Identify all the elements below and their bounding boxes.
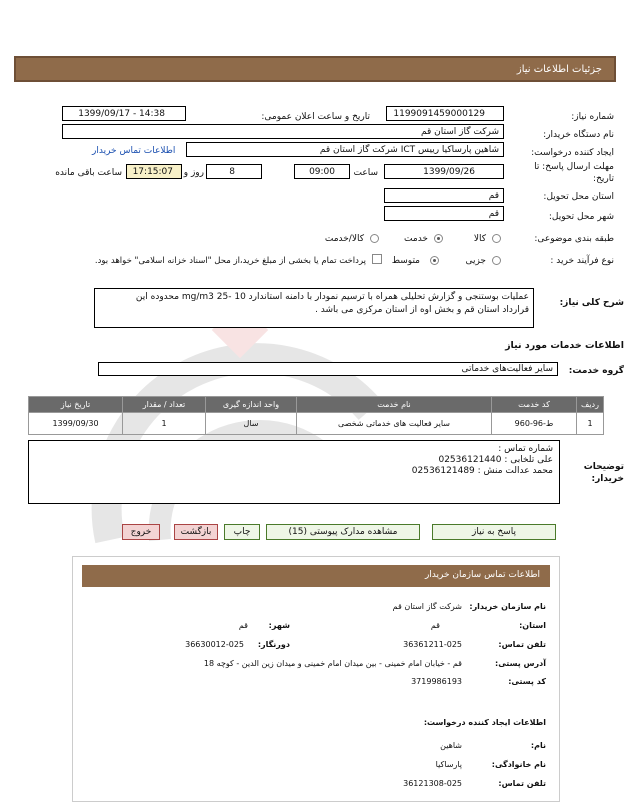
page-title: جزئیات اطلاعات نیاز bbox=[516, 64, 602, 75]
contact-phone: 36361211-025 bbox=[403, 640, 462, 649]
table-cell: سایر فعالیت های خدماتی شخصی bbox=[297, 413, 492, 435]
radio-service-label: خدمت bbox=[404, 234, 428, 244]
table-row bbox=[29, 413, 604, 435]
creator-field[interactable]: شاهین پارساکیا رییس ICT شرکت گاز استان قم bbox=[186, 142, 504, 157]
deadline-time-field[interactable]: 09:00 bbox=[294, 164, 350, 179]
province-field[interactable]: قم bbox=[384, 188, 504, 203]
days-field[interactable]: 8 bbox=[206, 164, 262, 179]
buyer-notes-label-2: خریدار: bbox=[591, 474, 624, 484]
announce-label: تاریخ و ساعت اعلان عمومی: bbox=[261, 112, 370, 122]
creator-phone-label: تلفن تماس: bbox=[498, 779, 546, 788]
radio-medium[interactable] bbox=[430, 256, 439, 265]
contact-header bbox=[82, 565, 550, 587]
need-number-label: شماره نیاز: bbox=[571, 112, 614, 122]
creator-name-label: نام: bbox=[530, 741, 546, 750]
contact-fax: 36630012-025 bbox=[185, 640, 244, 649]
need-number-field[interactable]: 1199091459000129 bbox=[386, 106, 504, 121]
creator-family: پارساکیا bbox=[435, 760, 462, 769]
city-label: شهر محل تحویل: bbox=[548, 212, 614, 222]
creator-name: شاهین bbox=[440, 741, 462, 750]
days-label: روز و bbox=[183, 168, 204, 178]
contact-postal-label: کد پستی: bbox=[508, 677, 546, 686]
table-cell: 1399/09/30 bbox=[29, 413, 123, 435]
contact-org-label: نام سازمان خریدار: bbox=[469, 602, 546, 611]
page-header bbox=[14, 56, 616, 82]
contact-org: شرکت گاز استان قم bbox=[392, 602, 462, 611]
contact-fax-label: دورنگار: bbox=[257, 640, 290, 649]
creator-family-label: نام خانوادگی: bbox=[491, 760, 546, 769]
table-cell: ط-96-960 bbox=[492, 413, 577, 435]
summary-label: شرح کلی نیاز: bbox=[559, 298, 624, 308]
col-name: نام خدمت bbox=[297, 397, 492, 413]
deadline-label: مهلت ارسال پاسخ: تا bbox=[534, 162, 614, 172]
contact-postal: 3719986193 bbox=[411, 677, 462, 686]
service-group-label: گروه خدمت: bbox=[568, 366, 624, 376]
exit-button[interactable]: خروج bbox=[122, 524, 160, 540]
treasury-checkbox[interactable] bbox=[372, 254, 382, 264]
attachments-button[interactable]: مشاهده مدارک پیوستی (15) bbox=[266, 524, 420, 540]
radio-service[interactable] bbox=[434, 234, 443, 243]
col-qty: تعداد / مقدار bbox=[123, 397, 206, 413]
radio-goods-label: کالا bbox=[473, 234, 486, 244]
province-label: استان محل تحویل: bbox=[543, 192, 614, 202]
contact-title: اطلاعات تماس سازمان خریدار bbox=[424, 570, 540, 580]
services-section-title: اطلاعات خدمات مورد نیاز bbox=[505, 340, 624, 351]
radio-goods-service-label: کالا/خدمت bbox=[324, 234, 364, 244]
contact-city-label: شهر: bbox=[268, 621, 290, 630]
radio-goods[interactable] bbox=[492, 234, 501, 243]
buyer-org-label: نام دستگاه خریدار: bbox=[543, 130, 614, 140]
summary-textarea[interactable]: عملیات بوستنجی و گزارش تحلیلی همراه با ترسیم نمودار با دامنه استاندارد 10 -25 mg/m3 محدوده این قرارداد استان قم و بخش اوه از استان مرکزی می باشد . bbox=[94, 288, 534, 328]
radio-small-label: جزیی bbox=[465, 256, 486, 266]
buyer-org-field[interactable]: شرکت گاز استان قم bbox=[62, 124, 504, 139]
deadline-label-date: تاریخ: bbox=[593, 174, 614, 184]
remaining-time-field: 17:15:07 bbox=[126, 164, 182, 179]
creator-phone: 36121308-025 bbox=[403, 779, 462, 788]
treasury-note: پرداخت تمام یا بخشی از مبلغ خرید،از محل "اسناد خزانه اسلامی" خواهد بود. bbox=[94, 256, 366, 266]
contact-address: قم - خیابان امام خمینی - بین میدان امام خمینی و میدان زین الدین - کوچه 18 bbox=[203, 659, 462, 668]
radio-goods-service[interactable] bbox=[370, 234, 379, 243]
table-header-row bbox=[29, 397, 604, 413]
contact-province: قم bbox=[430, 621, 440, 630]
process-label: نوع فرآیند خرید : bbox=[550, 256, 614, 266]
back-button[interactable]: بازگشت bbox=[174, 524, 218, 540]
contact-panel bbox=[72, 556, 560, 802]
remaining-label: ساعت باقی مانده bbox=[55, 168, 122, 178]
col-date: تاریخ نیاز bbox=[29, 397, 123, 413]
time-label: ساعت bbox=[353, 168, 378, 178]
radio-small[interactable] bbox=[492, 256, 501, 265]
print-button[interactable]: چاپ bbox=[224, 524, 260, 540]
table-cell: سال bbox=[206, 413, 297, 435]
col-row: ردیف bbox=[577, 397, 604, 413]
buyer-notes-textarea[interactable]: شماره تماس : علی تلخابی : 02536121440 محمد عدالت منش : 02536121489 bbox=[28, 440, 560, 504]
table-cell: 1 bbox=[577, 413, 604, 435]
contact-address-label: آدرس پستی: bbox=[495, 659, 546, 668]
creator-label: ایجاد کننده درخواست: bbox=[531, 148, 614, 158]
col-unit: واحد اندازه گیری bbox=[206, 397, 297, 413]
buyer-contact-link[interactable]: اطلاعات تماس خریدار bbox=[92, 146, 176, 156]
announce-field[interactable]: 1399/09/17 - 14:38 bbox=[62, 106, 186, 121]
table-cell: 1 bbox=[123, 413, 206, 435]
creator-info-title: اطلاعات ایجاد کننده درخواست: bbox=[423, 718, 546, 727]
contact-city: قم bbox=[238, 621, 248, 630]
category-label: طبقه بندی موضوعی: bbox=[534, 234, 614, 244]
service-group-field[interactable]: سایر فعالیت‌های خدماتی bbox=[98, 362, 558, 376]
contact-province-label: استان: bbox=[519, 621, 546, 630]
radio-medium-label: متوسط bbox=[391, 256, 420, 266]
deadline-date-field[interactable]: 1399/09/26 bbox=[384, 164, 504, 179]
contact-phone-label: تلفن تماس: bbox=[498, 640, 546, 649]
col-code: کد خدمت bbox=[492, 397, 577, 413]
services-table bbox=[28, 396, 604, 435]
buyer-notes-label-1: توضیحات bbox=[583, 462, 624, 472]
city-field[interactable]: قم bbox=[384, 206, 504, 221]
respond-button[interactable]: پاسخ به نیاز bbox=[432, 524, 556, 540]
